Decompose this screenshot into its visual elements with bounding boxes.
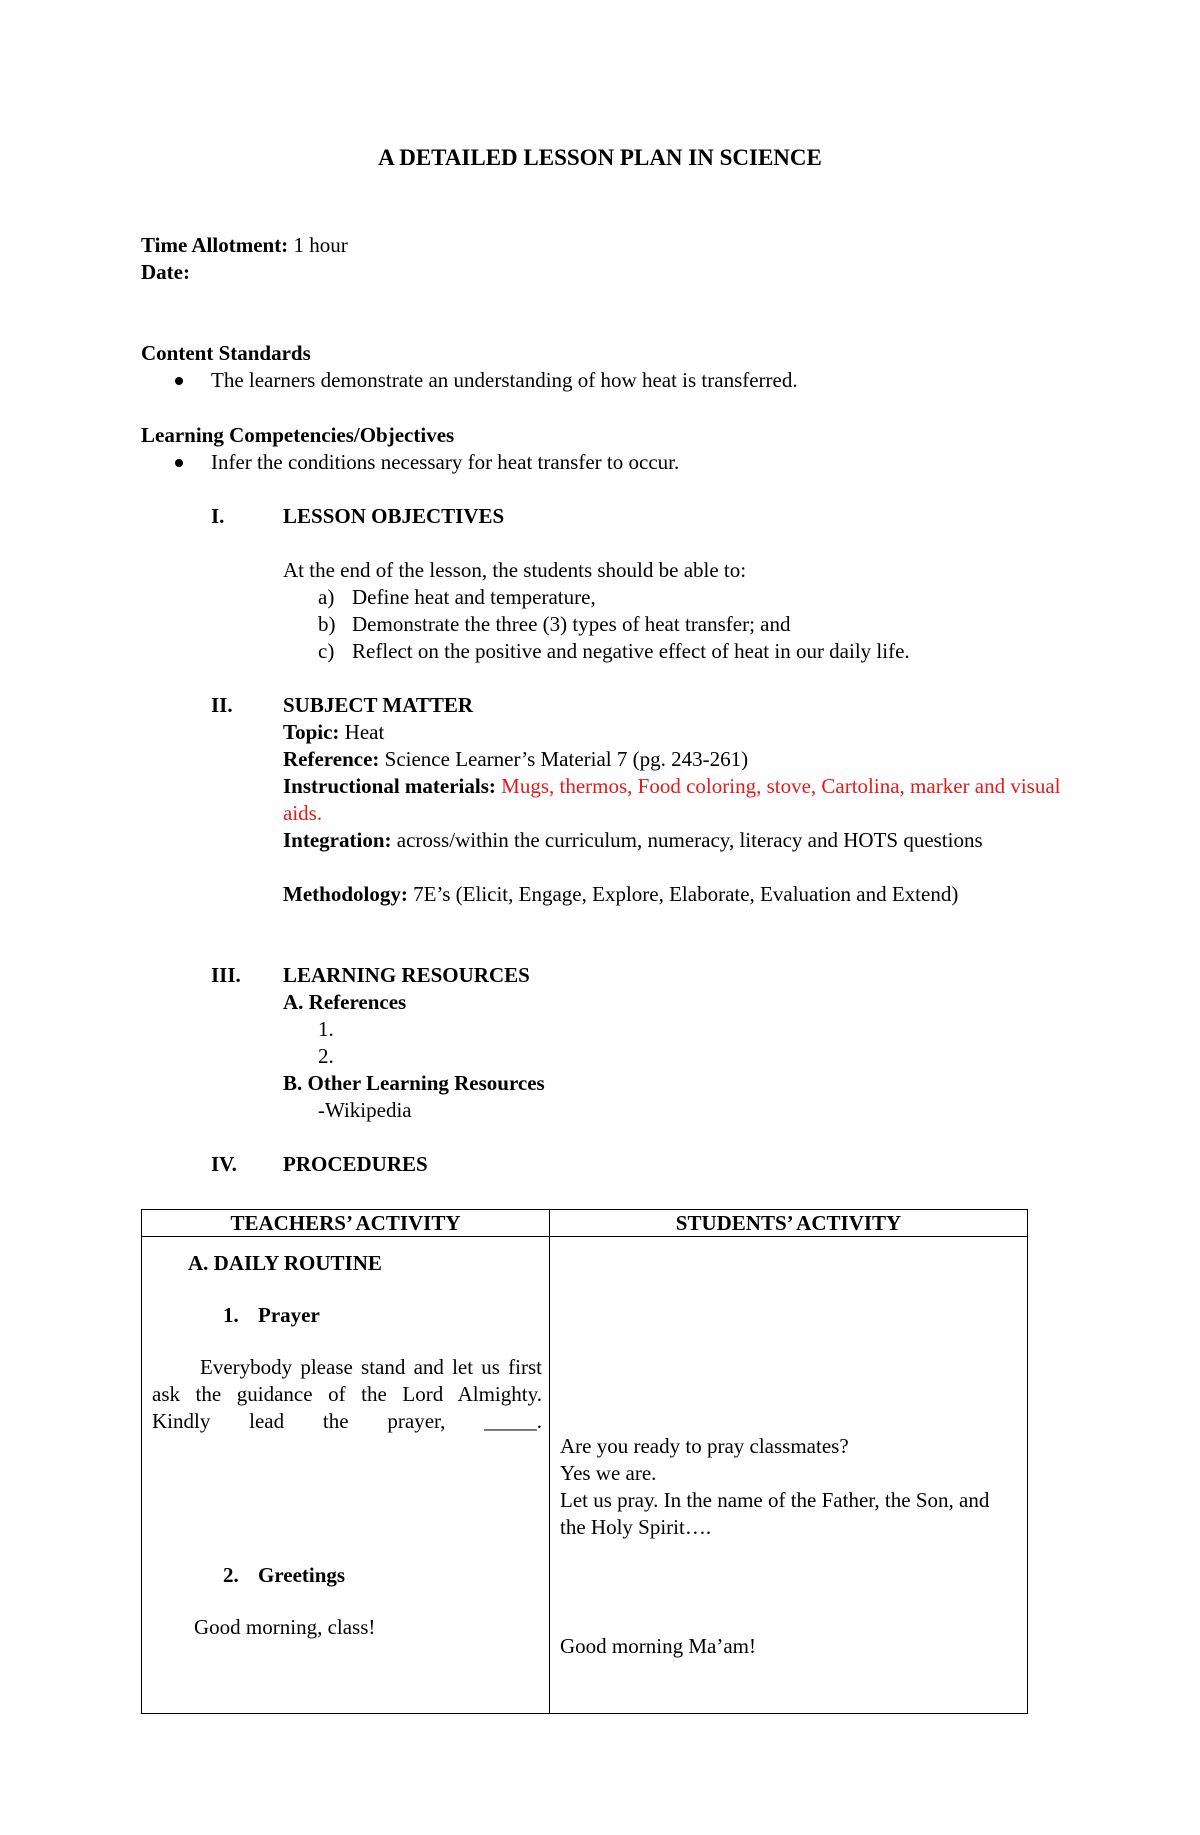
- procedures-table: [141, 1209, 1028, 1714]
- methodology-value: 7E’s (Elicit, Engage, Explore, Elaborate, Evaluation and Extend): [413, 882, 959, 906]
- other-resources-subheading: B. Other Learning Resources: [283, 1071, 545, 1095]
- student-greeting: Good morning Ma’am!: [560, 1634, 756, 1658]
- content-standards-item: The learners demonstrate an understanding of how heat is transferred.: [211, 368, 798, 392]
- time-allotment-label: Time Allotment:: [141, 233, 289, 257]
- section-numeral: I.: [211, 504, 225, 528]
- table-row: [142, 1237, 1028, 1714]
- objective-marker: c): [318, 639, 335, 663]
- references-subheading: A. References: [283, 990, 407, 1014]
- student-prayer-line: Let us pray. In the name of the Father, the Son, and the Holy Spirit….: [560, 1488, 990, 1539]
- prayer-heading: Prayer: [258, 1303, 320, 1327]
- content-standards-heading: Content Standards: [141, 341, 311, 365]
- materials-line: [283, 773, 1061, 827]
- subject-matter-heading: SUBJECT MATTER: [283, 693, 474, 717]
- reference-label: Reference:: [283, 747, 380, 771]
- other-resource-item: -Wikipedia: [318, 1098, 412, 1122]
- document-title: A DETAILED LESSON PLAN IN SCIENCE: [378, 145, 822, 170]
- date-label: Date:: [141, 260, 190, 284]
- objective-item: Reflect on the positive and negative effect of heat in our daily life.: [352, 639, 910, 663]
- reference-item: 1.: [318, 1017, 334, 1041]
- methodology-line: [283, 881, 958, 908]
- time-allotment-value: 1 hour: [293, 233, 348, 257]
- objectives-intro: At the end of the lesson, the students should be able to:: [283, 558, 747, 582]
- objective-item: Define heat and temperature,: [352, 585, 596, 609]
- teachers-activity-header: TEACHERS’ ACTIVITY: [142, 1210, 550, 1237]
- objective-marker: a): [318, 585, 335, 609]
- section-numeral: II.: [211, 693, 233, 717]
- materials-value: Mugs, thermos, Food coloring, stove, Cartolina, marker and visual aids.: [283, 774, 1061, 825]
- teachers-activity-cell: [142, 1237, 550, 1714]
- section-numeral: IV.: [211, 1152, 237, 1176]
- section-numeral: III.: [211, 963, 241, 987]
- student-prayer-line: Are you ready to pray classmates?: [560, 1434, 849, 1458]
- prayer-teacher-text: Everybody please stand and let us first ask the guidance of the Lord Almighty. Kindly lead the prayer, _____.: [152, 1355, 542, 1433]
- students-activity-cell: [550, 1237, 1028, 1714]
- table-header-row: [142, 1210, 1028, 1237]
- reference-value: Science Learner’s Material 7 (pg. 243-261): [384, 747, 749, 771]
- greetings-heading: Greetings: [258, 1563, 346, 1587]
- integration-line: [283, 827, 1061, 854]
- lesson-objectives-heading: LESSON OBJECTIVES: [283, 504, 505, 528]
- daily-routine-heading: A. DAILY ROUTINE: [188, 1251, 382, 1275]
- greetings-number: 2.: [223, 1563, 239, 1587]
- student-prayer-line: Yes we are.: [560, 1461, 657, 1485]
- competencies-item: Infer the conditions necessary for heat transfer to occur.: [211, 450, 680, 474]
- competencies-heading: Learning Competencies/Objectives: [141, 423, 455, 447]
- topic-line: [283, 719, 384, 746]
- reference-line: [283, 746, 748, 773]
- materials-label: Instructional materials:: [283, 774, 496, 798]
- time-allotment: [141, 232, 348, 259]
- bullet-icon: [175, 459, 183, 467]
- integration-value: across/within the curriculum, numeracy, literacy and HOTS questions: [396, 828, 983, 852]
- objective-marker: b): [318, 612, 336, 636]
- integration-label: Integration:: [283, 828, 392, 852]
- topic-label: Topic:: [283, 720, 340, 744]
- procedures-heading: PROCEDURES: [283, 1152, 428, 1176]
- reference-item: 2.: [318, 1044, 334, 1068]
- objective-item: Demonstrate the three (3) types of heat transfer; and: [352, 612, 791, 636]
- learning-resources-heading: LEARNING RESOURCES: [283, 963, 530, 987]
- methodology-label: Methodology:: [283, 882, 408, 906]
- greetings-teacher-text: Good morning, class!: [194, 1615, 376, 1639]
- prayer-number: 1.: [223, 1303, 239, 1327]
- students-activity-header: STUDENTS’ ACTIVITY: [550, 1210, 1028, 1237]
- topic-value: Heat: [344, 720, 385, 744]
- bullet-icon: [175, 377, 183, 385]
